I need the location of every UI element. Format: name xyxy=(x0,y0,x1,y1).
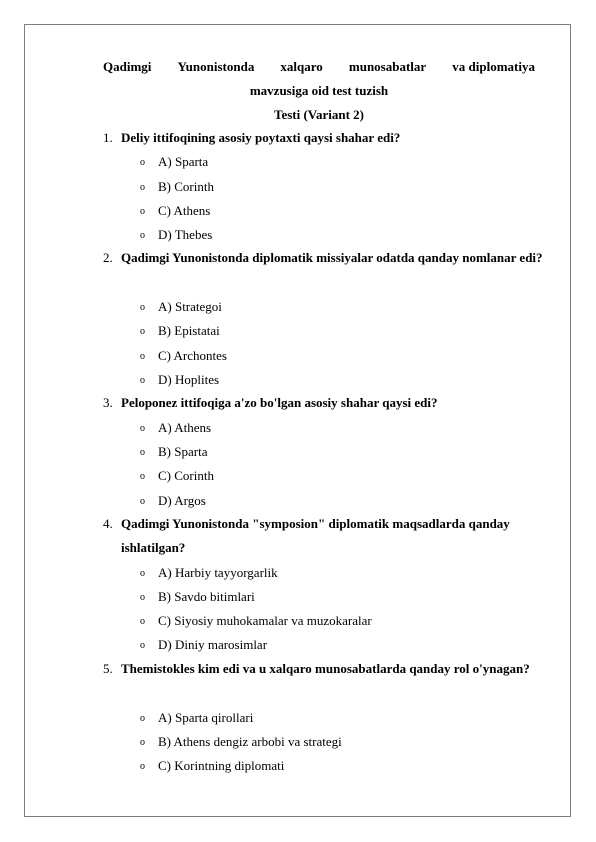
test-variant-heading: Testi (Variant 2) xyxy=(273,107,365,122)
bullet-icon: o xyxy=(140,182,145,193)
question-number: 1. xyxy=(103,130,113,145)
option-item xyxy=(140,443,207,462)
question-number: 2. xyxy=(103,250,113,265)
bullet-icon: o xyxy=(140,206,145,217)
question-text: Peloponez ittifoqiga a'zo bo'lgan asosiy shahar qaysi edi? xyxy=(121,395,438,410)
title-word: va diplomatiya xyxy=(452,59,535,74)
option-label: B) Athens dengiz arbobi va strategi xyxy=(158,734,342,749)
bullet-icon: o xyxy=(140,568,145,579)
option-item xyxy=(140,588,255,607)
option-item xyxy=(140,636,267,655)
option-label: B) Savdo bitimlari xyxy=(158,589,255,604)
question-3 xyxy=(103,391,553,415)
option-item xyxy=(140,757,284,776)
bullet-icon: o xyxy=(140,761,145,772)
question-5 xyxy=(103,657,553,681)
option-item xyxy=(140,492,206,511)
title-word: Qadimgi xyxy=(103,59,152,74)
question-2 xyxy=(103,246,553,270)
option-item xyxy=(140,467,214,486)
option-item xyxy=(140,612,372,631)
question-1 xyxy=(103,126,553,150)
option-label: C) Corinth xyxy=(158,468,214,483)
option-item xyxy=(140,298,222,317)
option-label: C) Athens xyxy=(158,203,211,218)
question-4 xyxy=(103,512,553,560)
option-label: A) Sparta xyxy=(158,154,209,169)
option-label: C) Siyosiy muhokamalar va muzokaralar xyxy=(158,613,372,628)
bullet-icon: o xyxy=(140,471,145,482)
option-label: D) Hoplites xyxy=(158,372,220,387)
question-number: 3. xyxy=(103,395,113,410)
option-label: D) Thebes xyxy=(158,227,213,242)
question-text: Themistokles kim edi va u xalqaro munosabatlarda qanday rol o'ynagan? xyxy=(121,661,530,676)
option-item xyxy=(140,226,212,245)
option-item xyxy=(140,322,220,341)
option-item xyxy=(140,709,253,728)
option-label: A) Strategoi xyxy=(158,299,222,314)
bullet-icon: o xyxy=(140,351,145,362)
option-label: A) Athens xyxy=(158,420,212,435)
option-label: B) Epistatai xyxy=(158,323,220,338)
bullet-icon: o xyxy=(140,157,145,168)
option-item xyxy=(140,419,211,438)
option-label: A) Sparta qirollari xyxy=(158,710,254,725)
option-item xyxy=(140,153,208,172)
option-item xyxy=(140,371,219,390)
question-text: Deliy ittifoqining asosiy poytaxti qaysi shahar edi? xyxy=(121,130,401,145)
option-label: D) Argos xyxy=(158,493,206,508)
title-line-2: mavzusiga oid test tuzish xyxy=(249,83,389,98)
question-number: 4. xyxy=(103,516,113,531)
bullet-icon: o xyxy=(140,737,145,748)
option-item xyxy=(140,564,278,583)
option-label: B) Sparta xyxy=(158,444,208,459)
option-label: C) Archontes xyxy=(158,348,227,363)
bullet-icon: o xyxy=(140,302,145,313)
option-label: C) Korintning diplomati xyxy=(158,758,285,773)
title-word: xalqaro xyxy=(280,59,323,74)
question-text: Qadimgi Yunonistonda "symposion" diplomatik maqsadlarda qanday ishlatilgan? xyxy=(121,516,510,555)
bullet-icon: o xyxy=(140,375,145,386)
option-item xyxy=(140,202,210,221)
bullet-icon: o xyxy=(140,616,145,627)
bullet-icon: o xyxy=(140,447,145,458)
question-number: 5. xyxy=(103,661,113,676)
bullet-icon: o xyxy=(140,423,145,434)
option-label: A) Harbiy tayyorgarlik xyxy=(158,565,278,580)
title-word: munosabatlar xyxy=(348,59,427,74)
option-label: B) Corinth xyxy=(158,179,214,194)
bullet-icon: o xyxy=(140,230,145,241)
option-label: D) Diniy marosimlar xyxy=(158,637,268,652)
bullet-icon: o xyxy=(140,592,145,603)
question-text: Qadimgi Yunonistonda diplomatik missiyalar odatda qanday nomlanar edi? xyxy=(121,250,543,265)
bullet-icon: o xyxy=(140,713,145,724)
title-line-1 xyxy=(103,58,535,76)
option-item xyxy=(140,733,342,752)
bullet-icon: o xyxy=(140,640,145,651)
option-item xyxy=(140,347,227,366)
option-item xyxy=(140,178,214,197)
title-word: Yunonistonda xyxy=(177,59,255,74)
bullet-icon: o xyxy=(140,326,145,337)
bullet-icon: o xyxy=(140,496,145,507)
